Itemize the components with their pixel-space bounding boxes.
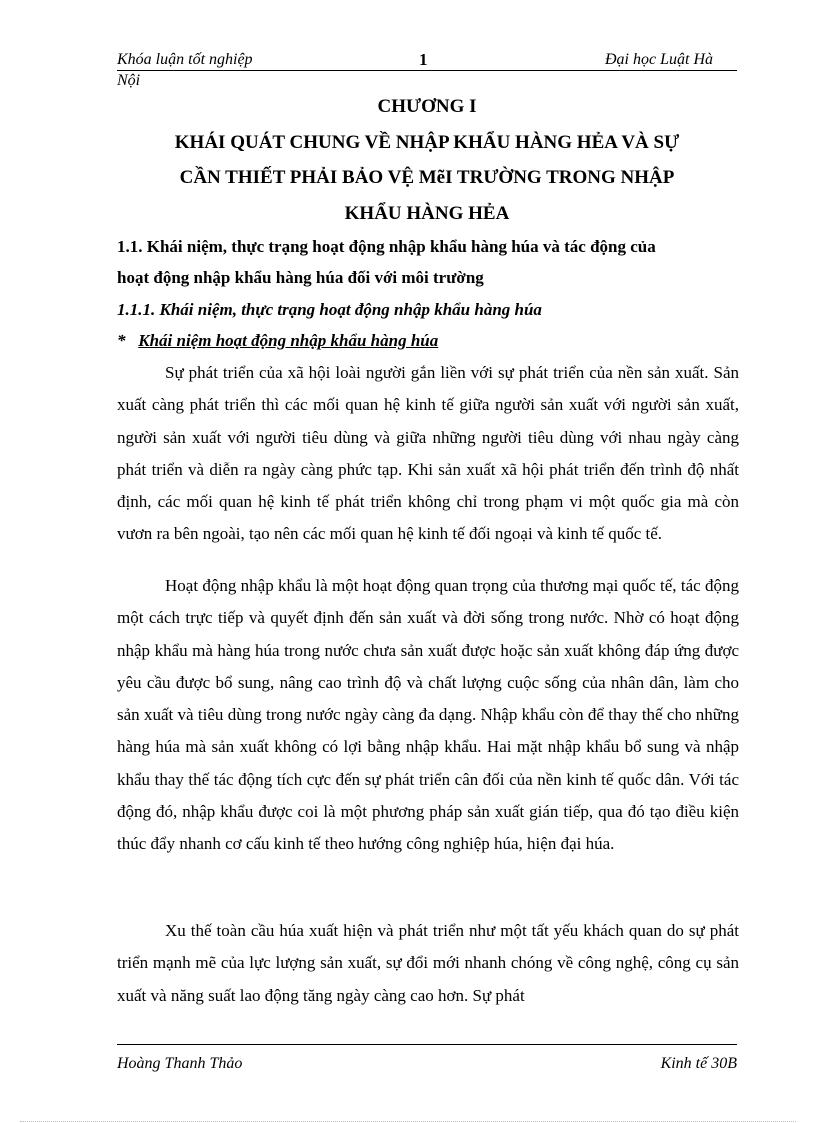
bullet-heading: [117, 331, 739, 351]
page-footer: [117, 1044, 737, 1084]
chapter-number: CHƯƠNG I: [377, 96, 477, 117]
bullet-heading-text: Khái niệm hoạt động nhập khẩu hàng húa: [138, 331, 439, 350]
bullet-marker: *: [117, 331, 126, 350]
subsection-heading-1-1-1: 1.1.1. Khái niệm, thực trạng hoạt động nhập khẩu hàng húa: [117, 300, 542, 319]
footer-class: Kinh tế 30B: [660, 1055, 737, 1072]
paragraph-1: Sự phát triển của xã hội loài người gắn liền với sự phát triển của nền sản xuất. Sản xuất càng phát triển thì các mối quan hệ kinh tế giữa người sản xuất với người sản xuất, người sản xuất với người tiêu dùng và giữa những người tiêu dùng với nhau ngày càng phát triển và diễn ra ngày càng phức tạp. Khi sản xuất xã hội phát triển đến trình độ nhất định, các mối quan hệ kinh tế phát triển không chỉ trong phạm vi một quốc gia mà còn vươn ra bên ngoài, tạo nên các mối quan hệ kinh tế đối ngoại và kinh tế quốc tế.: [117, 363, 739, 544]
paragraph-3: Xu thế toàn cầu húa xuất hiện và phát triển như một tất yếu khách quan do sự phát triển mạnh mẽ của lực lượng sản xuất, sự đổi mới nhanh chóng về công nghệ, công cụ sản xuất và năng suất lao động tăng ngày càng cao hơn. Sự phát: [117, 921, 739, 1005]
header-university-continuation: Nội: [117, 72, 141, 89]
footer-author: Hoàng Thanh Thảo: [117, 1055, 243, 1072]
footer-rule: [117, 1044, 737, 1045]
paragraph-2: Hoạt động nhập khẩu là một hoạt động quan trọng của thương mại quốc tế, tác động một cách trực tiếp và quyết định đến sản xuất và đời sống trong nước. Nhờ có hoạt động nhập khẩu mà hàng húa trong nước chưa sản xuất được hoặc sản xuất không đáp ứng được yêu cầu được bổ sung, nâng cao trình độ và chất lượng cuộc sống của nhân dân, làm cho sản xuất và tiêu dùng trong nước ngày càng đa dạng. Nhập khẩu còn để thay thế cho những hàng húa mà sản xuất không có lợi bằng nhập khẩu. Hai mặt nhập khẩu bổ sung và nhập khẩu thay thế tác động tích cực đến sự phát triển cân đối của nền kinh tế quốc dân. Với tác động đó, nhập khẩu được coi là một phương pháp sản xuất gián tiếp, qua đó tạo điều kiện thúc đẩy nhanh cơ cấu kinh tế theo hướng công nghiệp húa, hiện đại húa.: [117, 576, 739, 854]
page-number: 1: [419, 50, 428, 69]
header-thesis-label: Khóa luận tốt nghiệp: [117, 51, 253, 68]
chapter-title-line-3: KHẨU HÀNG HẺA: [344, 203, 510, 224]
chapter-title-line-2: CẦN THIẾT PHẢI BẢO VỆ MẽI TRƯỜNG TRONG NHẬP: [179, 167, 675, 188]
header-university: Đại học Luật Hà: [605, 51, 713, 68]
chapter-title-line-1: KHÁI QUÁT CHUNG VỀ NHẬP KHẨU HÀNG HẺA VÀ SỰ: [174, 132, 680, 153]
section-heading-1-1-line-1: 1.1. Khái niệm, thực trạng hoạt động nhập khẩu hàng húa và tác động của: [117, 237, 656, 256]
page-edge-dotted-line: [20, 1121, 796, 1122]
header-rule: [117, 70, 737, 71]
page-header: [117, 50, 737, 90]
section-heading-1-1-line-2: hoạt động nhập khẩu hàng húa đối với môi trường: [117, 268, 484, 287]
